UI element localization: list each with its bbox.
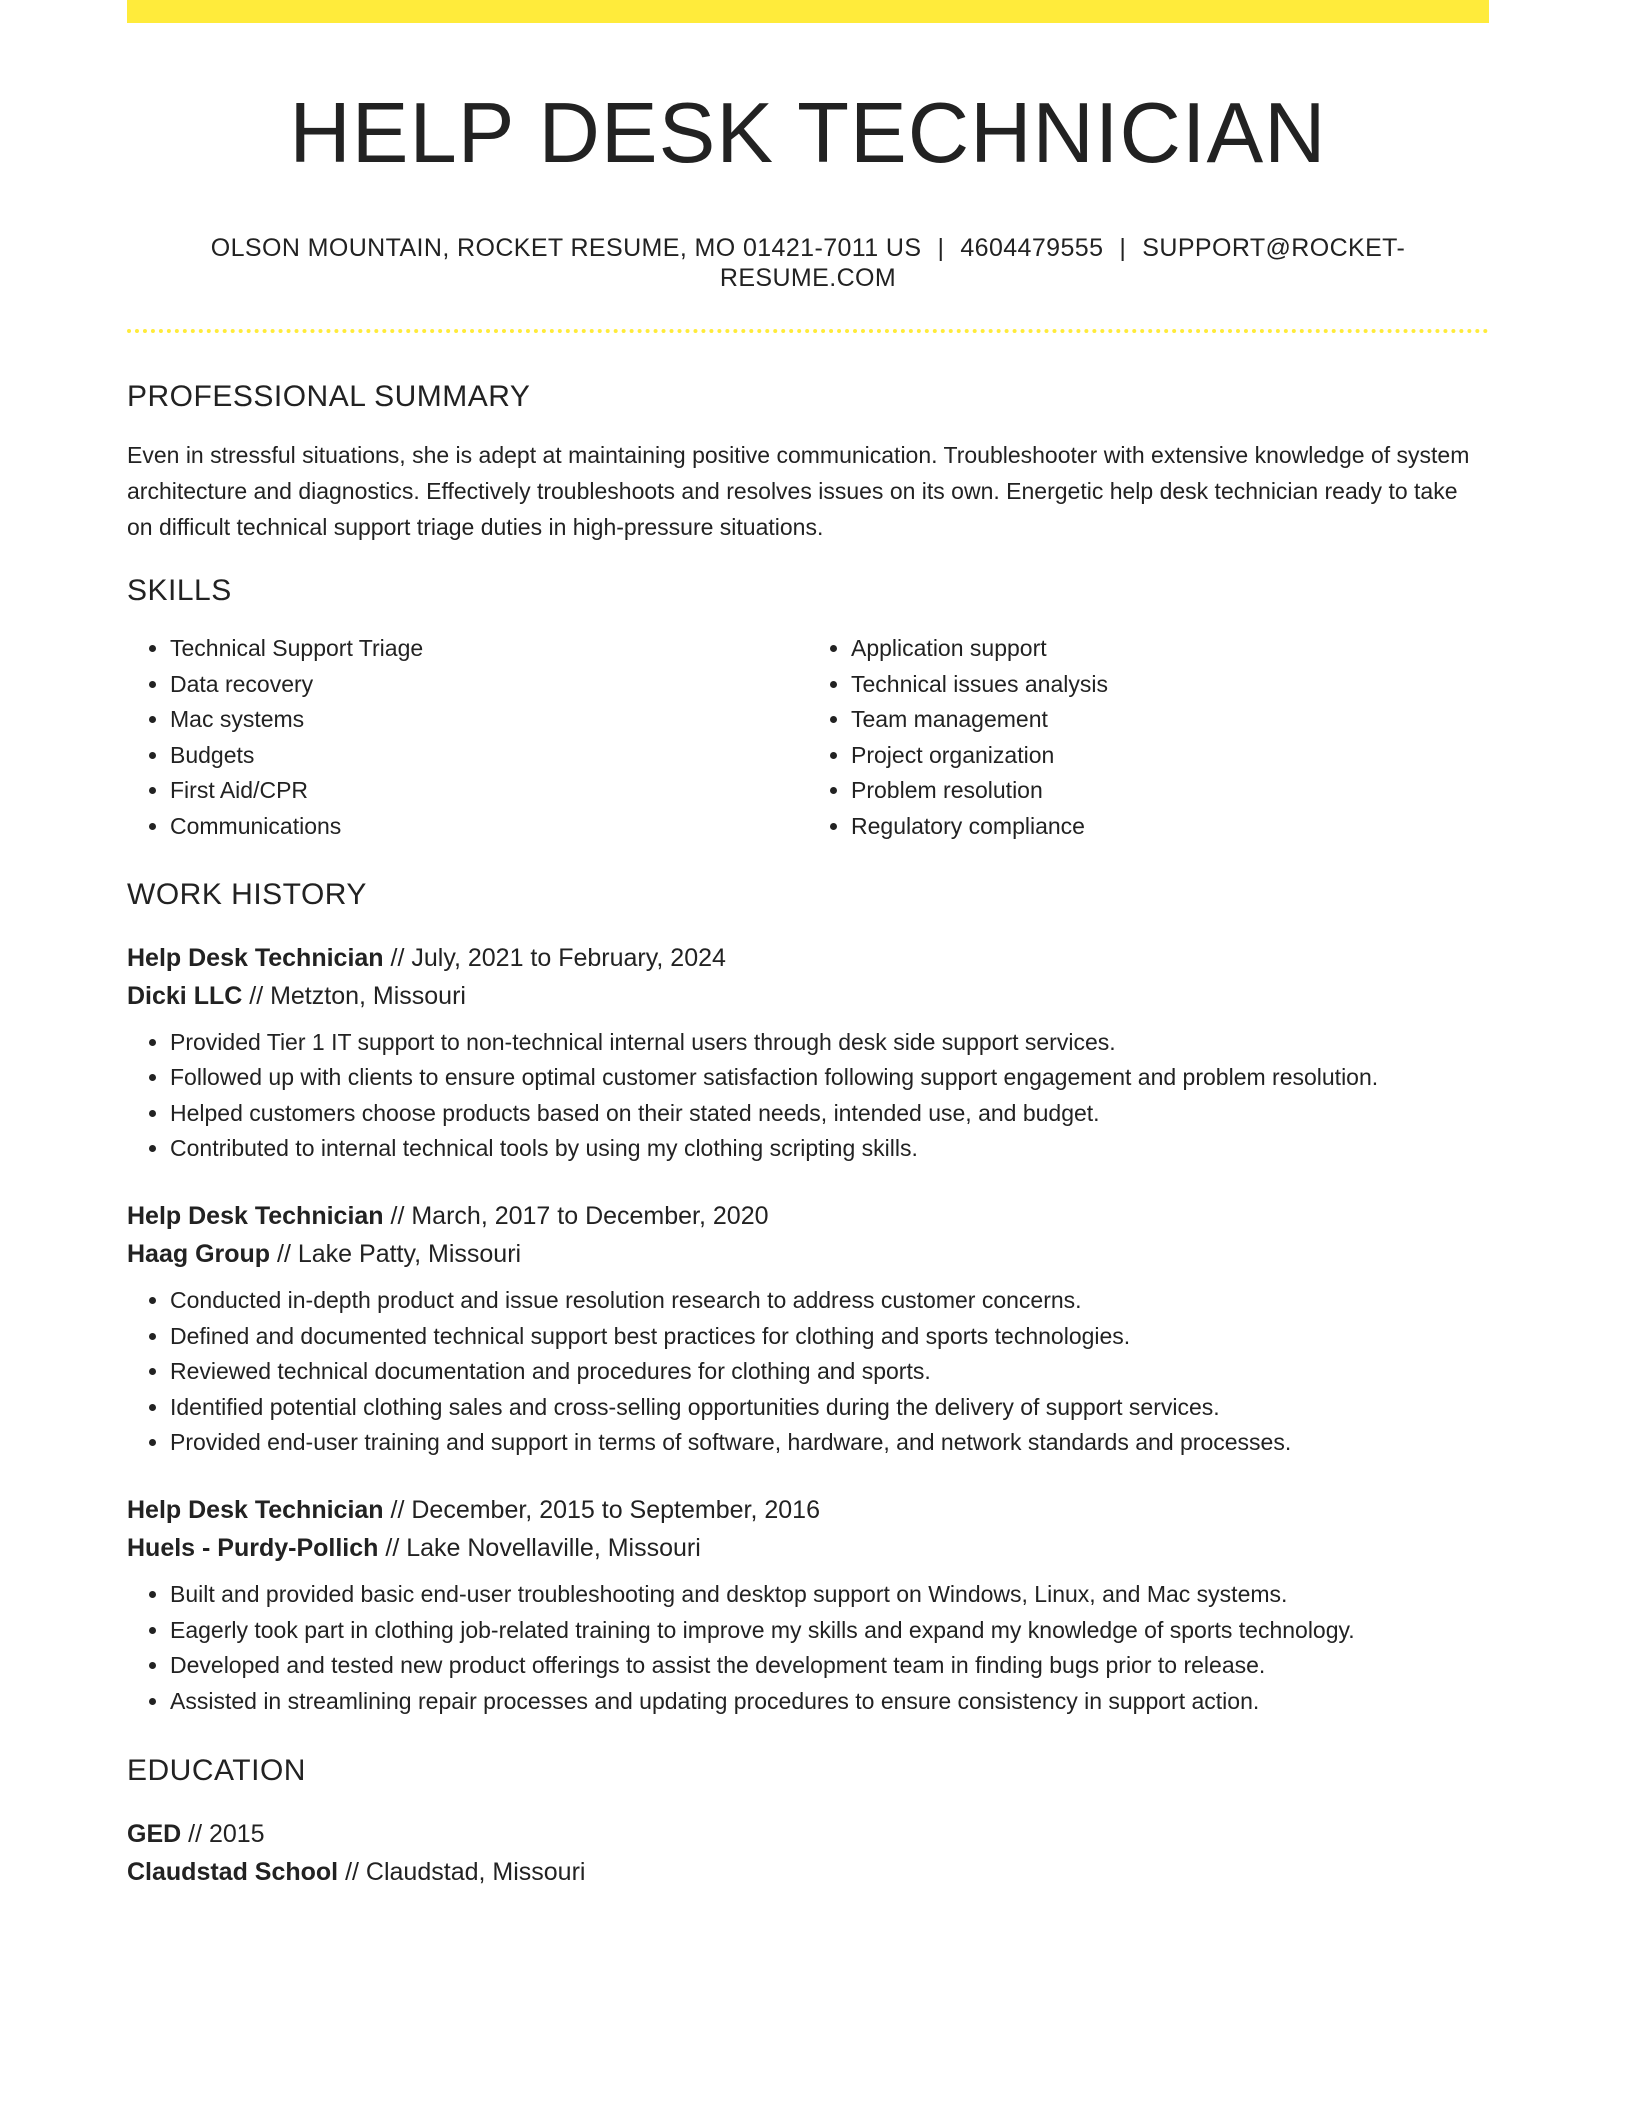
job-company: Dicki LLC [127,981,243,1010]
skill-item: • Application support [851,631,1489,667]
skills-column-right [808,631,1489,845]
resume-page [127,0,1489,1891]
contact-phone: 4604479555 [960,234,1104,262]
job-bullet: • Eagerly took part in clothing job-related training to improve my skills and expand my knowledge of sports technology. [170,1613,1489,1649]
job-company: Huels - Purdy-Pollich [127,1533,379,1562]
contact-line [127,233,1489,293]
job-location: // Lake Patty, Missouri [270,1239,522,1268]
job-role: Help Desk Technician [127,1201,384,1230]
education-location: // Claudstad, Missouri [338,1858,586,1887]
contact-email: SUPPORT@ROCKET-RESUME.COM [719,234,1406,292]
contact-separator: | [937,234,945,262]
education-degree-line [127,1815,1489,1853]
job-dates: // March, 2017 to December, 2020 [383,1201,769,1230]
job-title-line [127,1491,1489,1529]
education-school-line [127,1853,1489,1891]
job-bullets [127,1283,1489,1461]
job-entry [127,1197,1489,1461]
skill-item: • Technical issues analysis [851,667,1489,703]
job-bullets [127,1025,1489,1167]
education-entry [127,1815,1489,1891]
job-company-line [127,977,1489,1015]
skill-item: • Problem resolution [851,773,1489,809]
job-role: Help Desk Technician [127,943,384,972]
skills-list [127,631,1489,845]
dotted-divider [127,329,1489,333]
skill-item: • Mac systems [170,702,808,738]
accent-bar [127,0,1489,23]
job-dates: // July, 2021 to February, 2024 [383,943,726,972]
summary-text: Even in stressful situations, she is adept at maintaining positive communication. Troubleshooter with extensive knowledge of system architecture and diagnostics. Effectively troubleshoots and resolves issues on its own. Energetic help desk technician ready to take on difficult technical support triage duties in high-pressure situations. [127,442,1470,540]
education-year: // 2015 [181,1820,265,1849]
work-history-heading: WORK HISTORY [127,877,367,911]
skill-item: • Budgets [170,738,808,774]
job-company-line [127,1529,1489,1567]
job-bullet: • Defined and documented technical support best practices for clothing and sports technologies. [170,1319,1489,1355]
job-bullet: • Provided end-user training and support in terms of software, hardware, and network standards and processes. [170,1425,1489,1461]
summary-heading: PROFESSIONAL SUMMARY [127,380,531,413]
skill-item: • Technical Support Triage [170,631,808,667]
job-bullet: • Assisted in streamlining repair processes and updating procedures to ensure consistency in support action. [170,1684,1489,1720]
job-entry [127,939,1489,1167]
contact-address: OLSON MOUNTAIN, ROCKET RESUME, MO 01421-7011 US [210,234,922,262]
skill-item: • Team management [851,702,1489,738]
job-bullets [127,1577,1489,1719]
job-bullet: • Built and provided basic end-user troubleshooting and desktop support on Windows, Linux, and Mac systems. [170,1577,1489,1613]
job-role: Help Desk Technician [127,1495,384,1524]
skill-item: • Project organization [851,738,1489,774]
job-bullet: • Contributed to internal technical tools by using my clothing scripting skills. [170,1131,1489,1167]
job-dates: // December, 2015 to September, 2016 [383,1495,820,1524]
job-bullet: • Identified potential clothing sales and cross-selling opportunities during the delivery of support services. [170,1390,1489,1426]
contact-separator: | [1119,234,1127,262]
education-school: Claudstad School [127,1858,339,1887]
job-bullet: • Developed and tested new product offerings to assist the development team in finding bugs prior to release. [170,1648,1489,1684]
job-entry [127,1491,1489,1719]
skill-item: • Data recovery [170,667,808,703]
job-bullet: • Provided Tier 1 IT support to non-technical internal users through desk side support services. [170,1025,1489,1061]
skill-item: • Regulatory compliance [851,809,1489,845]
skill-item: • First Aid/CPR [170,773,808,809]
skills-column-left [127,631,808,845]
skill-item: • Communications [170,809,808,845]
job-location: // Lake Novellaville, Missouri [378,1533,701,1562]
job-title-line [127,1197,1489,1235]
education-heading: EDUCATION [127,1754,306,1788]
resume-title: HELP DESK TECHNICIAN [289,86,1327,181]
job-bullet: • Followed up with clients to ensure optimal customer satisfaction following support engagement and problem resolution. [170,1060,1489,1096]
education-degree: GED [127,1820,182,1849]
job-bullet: • Reviewed technical documentation and procedures for clothing and sports. [170,1354,1489,1390]
job-title-line [127,939,1489,977]
job-bullet: • Conducted in-depth product and issue resolution research to address customer concerns. [170,1283,1489,1319]
skills-heading: SKILLS [127,574,232,607]
job-company: Haag Group [127,1239,271,1268]
job-bullet: • Helped customers choose products based on their stated needs, intended use, and budget. [170,1096,1489,1132]
job-company-line [127,1235,1489,1273]
job-location: // Metzton, Missouri [242,981,466,1010]
